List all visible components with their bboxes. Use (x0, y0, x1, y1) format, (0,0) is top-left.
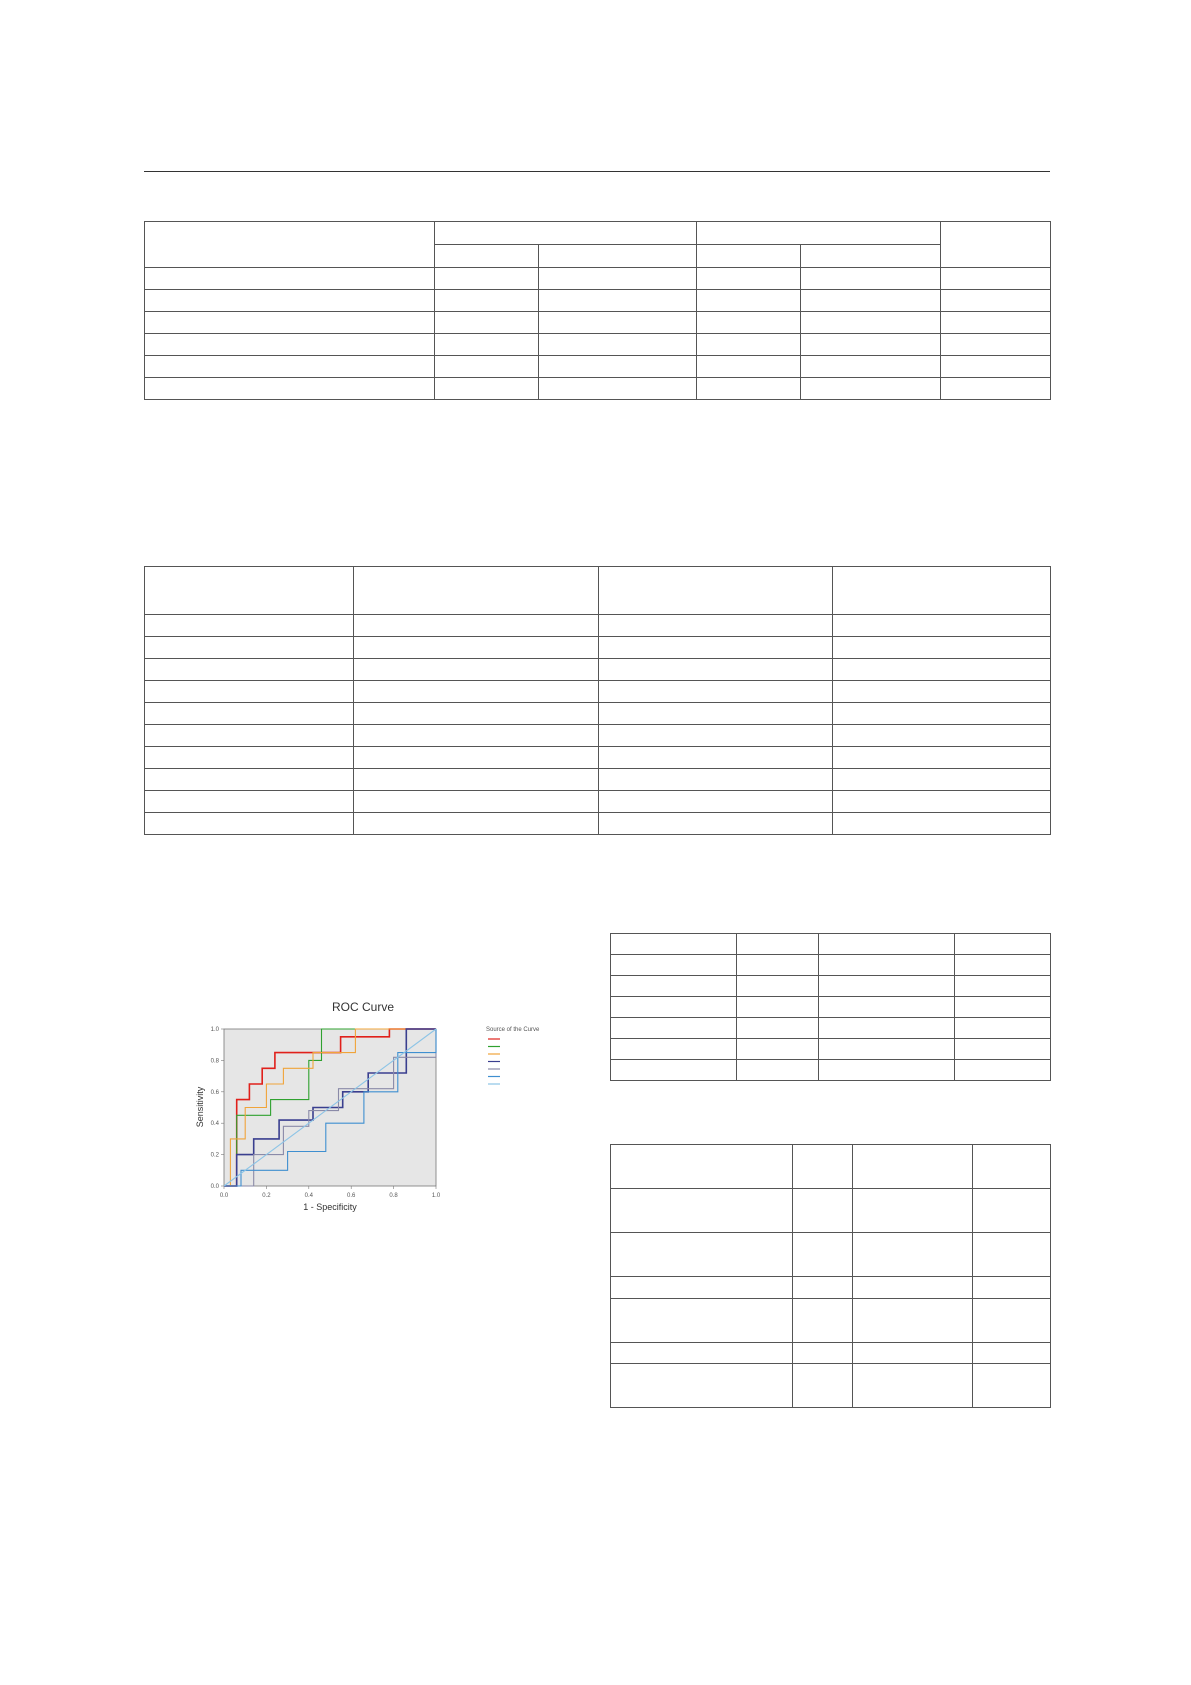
table-2-cell (599, 813, 833, 835)
table-3-cell (955, 976, 1051, 997)
header-rule (144, 171, 1050, 172)
table-1-group-header (435, 222, 697, 245)
x-axis-label: 1 - Specificity (303, 1202, 357, 1212)
table-1-cell (145, 268, 435, 290)
table-4-cell (793, 1189, 853, 1233)
table-3-cell (737, 934, 819, 955)
table-1-cell (539, 334, 697, 356)
table-1-cell (435, 334, 539, 356)
table-3-cell (737, 976, 819, 997)
table-2-cell (145, 791, 354, 813)
table-2-cell (833, 681, 1051, 703)
table-1-cell (697, 356, 801, 378)
table-3-cell (737, 955, 819, 976)
table-2-cell (145, 725, 354, 747)
y-axis-label: Sensitivity (195, 1086, 205, 1128)
y-tick-label: 0.2 (210, 1152, 219, 1159)
table-3-body (611, 934, 1051, 1081)
table-2-cell (599, 659, 833, 681)
table-1-cell (801, 268, 941, 290)
table-3-row (611, 976, 1051, 997)
table-2-row (145, 681, 1051, 703)
table-3-row (611, 955, 1051, 976)
table-3-row (611, 1039, 1051, 1060)
table-2-row (145, 703, 1051, 725)
table-4-header-cell (793, 1145, 853, 1189)
table-2-cell (145, 747, 354, 769)
table-4-header-cell (973, 1145, 1051, 1189)
table-2-cell (354, 791, 599, 813)
table-4-row (611, 1233, 1051, 1277)
table-1-cell (941, 378, 1051, 400)
table-1-cell (145, 312, 435, 334)
table-3-cell (819, 934, 955, 955)
table-1-cell (145, 290, 435, 312)
table-4-cell (793, 1299, 853, 1343)
table-2-cell (145, 681, 354, 703)
table-2-row (145, 791, 1051, 813)
table-2-cell (599, 725, 833, 747)
table-3-cell (819, 1060, 955, 1081)
table-4-cell (611, 1364, 793, 1408)
table-2-cell (354, 703, 599, 725)
table-1-cell (435, 290, 539, 312)
y-tick-label: 0.8 (210, 1058, 219, 1065)
table-4-row (611, 1189, 1051, 1233)
table-3-cell (955, 955, 1051, 976)
table-1-row (145, 356, 1051, 378)
table-1-cell (145, 356, 435, 378)
table-4-cell (853, 1233, 973, 1277)
table-2-cell (599, 615, 833, 637)
table-1-subheader (801, 245, 941, 268)
x-tick-label: 0.8 (389, 1193, 398, 1199)
table-2-cell (833, 791, 1051, 813)
table-2-cell (833, 769, 1051, 791)
table-1-cell (435, 312, 539, 334)
table-4-cell (853, 1343, 973, 1364)
table-3-cell (611, 1018, 737, 1039)
table-2-cell (833, 615, 1051, 637)
table-4-header-cell (853, 1145, 973, 1189)
table-3-cell (955, 1039, 1051, 1060)
table-2-row (145, 659, 1051, 681)
table-4-header-cell (611, 1145, 793, 1189)
table-1-cell (145, 334, 435, 356)
table-1 (144, 221, 1051, 400)
table-1-row (145, 312, 1051, 334)
table-1-cell (801, 290, 941, 312)
table-4-row (611, 1277, 1051, 1299)
table-2-row (145, 615, 1051, 637)
table-2-cell (354, 725, 599, 747)
table-1-cell (941, 268, 1051, 290)
table-2-header-cell (145, 567, 354, 615)
table-1-cell (539, 312, 697, 334)
table-4-cell (611, 1343, 793, 1364)
y-tick-label: 0.0 (210, 1184, 219, 1190)
table-3-cell (611, 934, 737, 955)
table-4-cell (853, 1277, 973, 1299)
table-4-cell (853, 1299, 973, 1343)
table-4-cell (611, 1277, 793, 1299)
table-4-cell (793, 1343, 853, 1364)
table-4-cell (853, 1189, 973, 1233)
table-3-cell (819, 955, 955, 976)
table-3-cell (611, 1060, 737, 1081)
table-1-cell (435, 378, 539, 400)
table-4-cell (973, 1364, 1051, 1408)
table-2-cell (833, 659, 1051, 681)
table-2-cell (145, 769, 354, 791)
table-3-row (611, 997, 1051, 1018)
x-tick-label: 0.2 (262, 1193, 271, 1199)
table-1-body (145, 268, 1051, 400)
table-1-cell (697, 312, 801, 334)
table-3-cell (819, 976, 955, 997)
table-1-subheader (697, 245, 801, 268)
table-3-row (611, 1060, 1051, 1081)
table-1-cell (539, 356, 697, 378)
table-3-cell (819, 997, 955, 1018)
y-tick-label: 1.0 (210, 1027, 219, 1033)
table-1-row (145, 290, 1051, 312)
table-2-cell (145, 615, 354, 637)
chart-title: ROC Curve (331, 1000, 395, 1014)
table-1-cell (697, 378, 801, 400)
table-1-cell (801, 312, 941, 334)
table-2-cell (599, 703, 833, 725)
table-4-cell (973, 1299, 1051, 1343)
table-1-cell (697, 290, 801, 312)
table-1-cell (697, 334, 801, 356)
table-3-cell (819, 1018, 955, 1039)
table-4-cell (973, 1189, 1051, 1233)
legend (486, 1027, 540, 1084)
table-4-row (611, 1343, 1051, 1364)
table-1-cell (435, 268, 539, 290)
table-2-cell (833, 637, 1051, 659)
table-2-row (145, 769, 1051, 791)
table-4-cell (973, 1343, 1051, 1364)
table-2-cell (145, 813, 354, 835)
table-3-cell (955, 934, 1051, 955)
table-2-cell (354, 637, 599, 659)
table-2-row (145, 725, 1051, 747)
table-4-cell (611, 1189, 793, 1233)
table-4-cell (793, 1277, 853, 1299)
table-3-cell (955, 1018, 1051, 1039)
table-2-header-cell (354, 567, 599, 615)
table-3-cell (737, 1018, 819, 1039)
legend-items (488, 1039, 500, 1084)
table-3-cell (611, 1039, 737, 1060)
table-4-row (611, 1299, 1051, 1343)
table-1-cell (697, 268, 801, 290)
table-4-cell (853, 1364, 973, 1408)
table-1-cell (941, 356, 1051, 378)
table-1-cell (435, 356, 539, 378)
table-2-cell (145, 659, 354, 681)
x-tick-label: 1.0 (431, 1193, 441, 1199)
table-4-cell (611, 1233, 793, 1277)
table-1-cell (539, 290, 697, 312)
table-2-cell (833, 747, 1051, 769)
table-2-cell (354, 769, 599, 791)
table-2-row (145, 637, 1051, 659)
y-tick-label: 0.6 (210, 1089, 219, 1096)
x-tick-label: 0.4 (304, 1193, 313, 1199)
table-4-cell (973, 1233, 1051, 1277)
legend-title: Source of the Curve (486, 1027, 540, 1033)
table-2-row (145, 747, 1051, 769)
table-2-cell (145, 637, 354, 659)
table-1-cell (941, 312, 1051, 334)
table-4 (610, 1144, 1051, 1408)
table-2-cell (354, 659, 599, 681)
roc-chart (190, 995, 570, 1245)
table-1-row (145, 334, 1051, 356)
x-tick-label: 0.6 (347, 1193, 356, 1199)
table-1-subheader (435, 245, 539, 268)
table-3-row (611, 934, 1051, 955)
table-1-cell (941, 334, 1051, 356)
table-4-cell (793, 1233, 853, 1277)
table-2-cell (833, 813, 1051, 835)
table-2-header-cell (599, 567, 833, 615)
table-1-cell (539, 378, 697, 400)
table-3-cell (737, 1060, 819, 1081)
table-1-cell (539, 268, 697, 290)
table-3-cell (955, 1060, 1051, 1081)
table-4-row (611, 1364, 1051, 1408)
table-3-cell (737, 1039, 819, 1060)
table-2-cell (599, 791, 833, 813)
table-1-cell (145, 378, 435, 400)
table-2-cell (354, 747, 599, 769)
table-3-row (611, 1018, 1051, 1039)
table-1-subheader (539, 245, 697, 268)
table-2-header-cell (833, 567, 1051, 615)
table-2 (144, 566, 1051, 835)
table-1-cell (941, 290, 1051, 312)
table-1-corner-cell (145, 222, 435, 268)
table-3-cell (819, 1039, 955, 1060)
table-1-group-header (697, 222, 941, 245)
table-2-cell (599, 769, 833, 791)
table-3 (610, 933, 1051, 1081)
table-3-cell (611, 997, 737, 1018)
table-2-cell (599, 637, 833, 659)
table-4-cell (973, 1277, 1051, 1299)
table-1-cell (801, 356, 941, 378)
table-2-cell (354, 615, 599, 637)
table-3-cell (737, 997, 819, 1018)
table-1-row (145, 378, 1051, 400)
table-2-cell (599, 747, 833, 769)
y-tick-label: 0.4 (210, 1121, 219, 1128)
table-2-cell (354, 681, 599, 703)
table-2-cell (599, 681, 833, 703)
table-1-cell (801, 378, 941, 400)
table-1-group-header (941, 222, 1051, 268)
table-2-cell (833, 703, 1051, 725)
table-3-cell (611, 976, 737, 997)
table-2-row (145, 813, 1051, 835)
table-4-cell (611, 1299, 793, 1343)
table-4-body (611, 1189, 1051, 1408)
x-tick-label: 0.0 (219, 1193, 229, 1199)
table-4-cell (793, 1364, 853, 1408)
table-3-cell (955, 997, 1051, 1018)
table-2-cell (354, 813, 599, 835)
table-2-cell (145, 703, 354, 725)
table-1-cell (801, 334, 941, 356)
table-1-row (145, 268, 1051, 290)
table-2-cell (833, 725, 1051, 747)
table-3-cell (611, 955, 737, 976)
table-2-body (145, 615, 1051, 835)
